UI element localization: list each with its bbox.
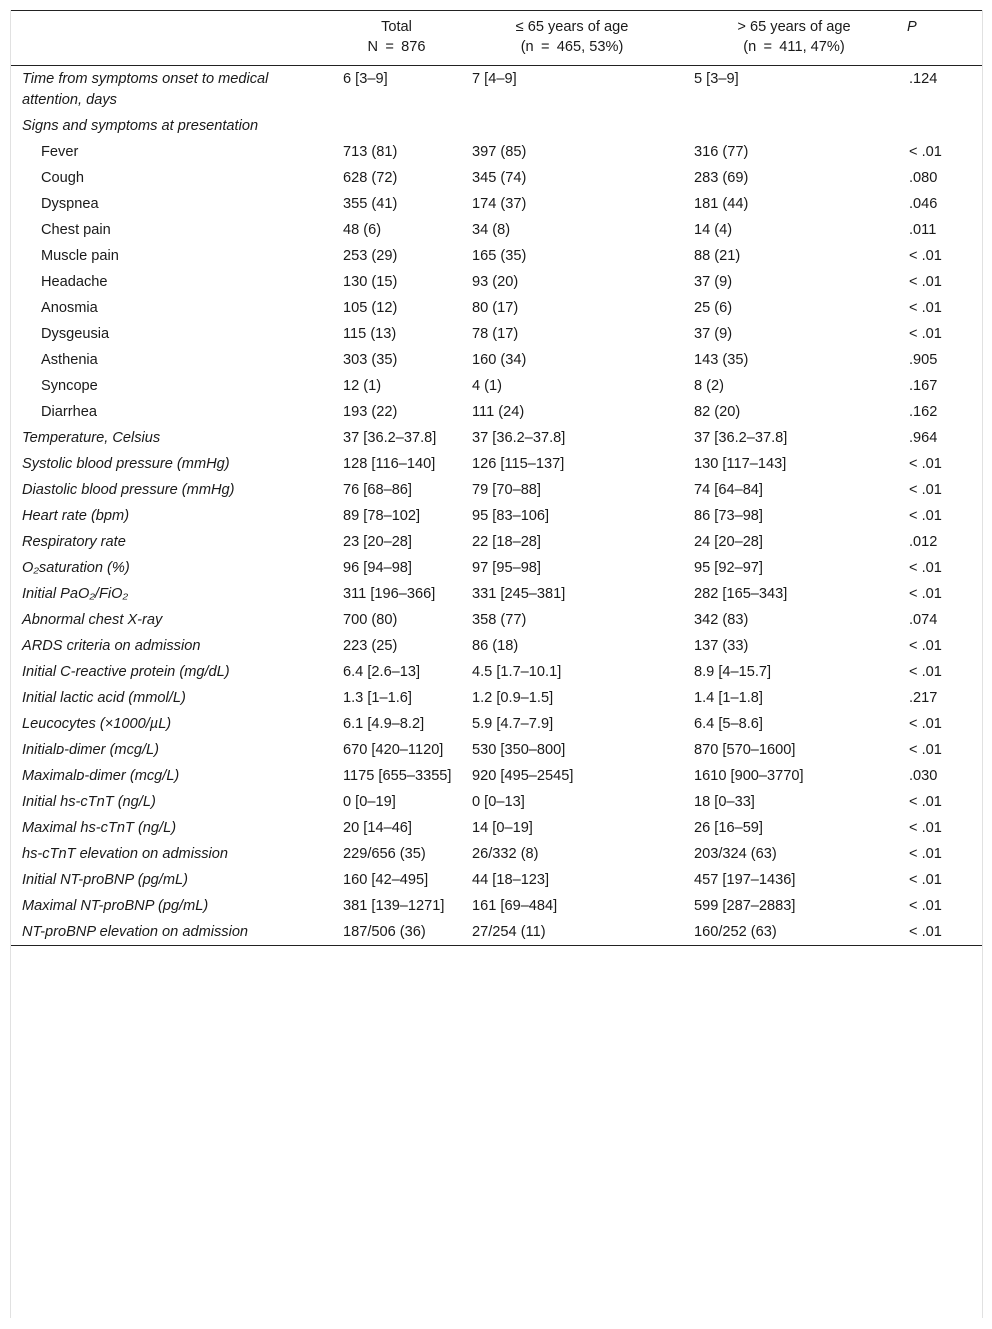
cell-old: 6.4 [5–8.6]: [694, 716, 763, 732]
cell-young: 27/254 (11): [461, 919, 683, 946]
cell-old: 342 (83): [694, 612, 749, 628]
header-total: [332, 11, 461, 66]
cell-young: 345 (74): [472, 170, 527, 186]
table-row: [11, 789, 982, 815]
cell-old: 74 [64–84]: [694, 482, 763, 498]
cell-young: 22 [18–28]: [472, 534, 541, 550]
cell-p-value: .124: [909, 71, 938, 87]
cell-total: 76 [68–86]: [343, 482, 412, 498]
cell-old: 37 (9): [694, 326, 733, 342]
table-row: [11, 269, 982, 295]
table-row: [11, 139, 982, 165]
cell-total: 89 [78–102]: [343, 508, 421, 524]
cell-p-value: < .01: [909, 560, 942, 576]
cell-young: 0 [0–13]: [472, 794, 525, 810]
cell-total: 381 [139–1271]: [343, 898, 445, 914]
header-young: [461, 11, 683, 66]
cell-young: 26/332 (8): [472, 846, 539, 862]
cell-old: 160/252 (63): [683, 919, 905, 946]
row-label: Initial PaO₂/FiO₂: [22, 586, 129, 602]
row-label: Maximal hs-cTnT (ng/L): [22, 820, 177, 836]
cell-old: 8 (2): [694, 378, 725, 394]
row-label: Dyspnea: [41, 196, 99, 212]
cell-p-value: < .01: [909, 586, 942, 602]
table-row: [11, 191, 982, 217]
cell-p-value: < .01: [909, 638, 942, 654]
row-label: Diastolic blood pressure (mmHg): [22, 482, 235, 498]
header-young-title: ≤ 65 years of age: [515, 19, 629, 35]
cell-old: 18 [0–33]: [694, 794, 755, 810]
cell-total: [332, 113, 461, 139]
cell-old: 181 (44): [694, 196, 749, 212]
cell-young: 86 (18): [472, 638, 519, 654]
row-label: Temperature, Celsius: [22, 430, 161, 446]
cell-young: 97 [95–98]: [472, 560, 541, 576]
table-row: [11, 113, 982, 139]
cell-p-value: .012: [909, 534, 938, 550]
table-row: [11, 399, 982, 425]
cell-old: 26 [16–59]: [694, 820, 763, 836]
cell-old: 88 (21): [694, 248, 741, 264]
row-label: Heart rate (bpm): [22, 508, 130, 524]
cell-p-value: .074: [909, 612, 938, 628]
table-row: [11, 581, 982, 607]
cell-total: 187/506 (36): [332, 919, 461, 946]
row-label: Anosmia: [41, 300, 98, 316]
cell-p-value: < .01: [909, 300, 942, 316]
cell-total: 355 (41): [343, 196, 398, 212]
cell-p-value: .030: [909, 768, 938, 784]
cell-p-value: < .01: [905, 919, 982, 946]
patient-characteristics-table: [11, 10, 982, 946]
cell-old: 283 (69): [694, 170, 749, 186]
cell-p-value: < .01: [909, 456, 942, 472]
cell-young: 14 [0–19]: [472, 820, 533, 836]
table-row: [11, 295, 982, 321]
cell-old: 8.9 [4–15.7]: [694, 664, 772, 680]
cell-p-value: .905: [909, 352, 938, 368]
cell-total: 6.1 [4.9–8.2]: [343, 716, 425, 732]
row-label: Initial lactic acid (mmol/L): [22, 690, 186, 706]
table-row: [11, 529, 982, 555]
cell-p-value: .011: [909, 222, 937, 238]
header-label-column: [11, 11, 332, 66]
cell-young: 4.5 [1.7–10.1]: [472, 664, 562, 680]
cell-p-value: < .01: [909, 248, 942, 264]
cell-p-value: < .01: [909, 872, 942, 888]
cell-p-value: .080: [909, 170, 938, 186]
cell-young: 397 (85): [472, 144, 527, 160]
table-row: [11, 503, 982, 529]
table-row: [11, 555, 982, 581]
header-total-n: N = 876: [367, 39, 426, 55]
table-row: [11, 165, 982, 191]
cell-total: 1175 [655–3355]: [343, 768, 452, 784]
cell-young: 530 [350–800]: [472, 742, 566, 758]
cell-total: 229/656 (35): [343, 846, 426, 862]
cell-total: 1.3 [1–1.6]: [343, 690, 412, 706]
cell-young: 93 (20): [472, 274, 519, 290]
table-frame: [10, 10, 983, 1318]
cell-old: 5 [3–9]: [694, 71, 739, 87]
cell-young: 37 [36.2–37.8]: [472, 430, 566, 446]
cell-young: 7 [4–9]: [472, 71, 517, 87]
cell-young: 78 (17): [472, 326, 519, 342]
cell-total: 6 [3–9]: [343, 71, 388, 87]
table-row: [11, 763, 982, 789]
table-row: [11, 217, 982, 243]
cell-total: 193 (22): [343, 404, 398, 420]
cell-old: 457 [197–1436]: [694, 872, 796, 888]
cell-total: 130 (15): [343, 274, 398, 290]
row-label: Time from symptoms onset to medical attention, days: [22, 71, 269, 108]
cell-old: 203/324 (63): [694, 846, 777, 862]
cell-total: 0 [0–19]: [343, 794, 396, 810]
cell-old: 37 (9): [694, 274, 733, 290]
table-row: [11, 607, 982, 633]
cell-young: 174 (37): [472, 196, 527, 212]
cell-p-value: < .01: [909, 846, 942, 862]
header-old-n: (n = 411, 47%): [743, 39, 845, 55]
cell-young: 34 (8): [472, 222, 511, 238]
cell-total: 160 [42–495]: [343, 872, 429, 888]
cell-total: 48 (6): [343, 222, 382, 238]
table-row: [11, 66, 982, 114]
cell-young: 920 [495–2545]: [472, 768, 574, 784]
cell-young: 44 [18–123]: [472, 872, 550, 888]
row-label: Fever: [41, 144, 79, 160]
cell-young: 126 [115–137]: [472, 456, 565, 472]
row-label: NT-proBNP elevation on admission: [11, 919, 332, 946]
cell-p-value: [905, 113, 982, 139]
cell-old: 24 [20–28]: [694, 534, 763, 550]
header-old: [683, 11, 905, 66]
row-label: Respiratory rate: [22, 534, 126, 550]
row-label: Initial NT-proBNP (pg/mL): [22, 872, 188, 888]
row-label: Maximal NT-proBNP (pg/mL): [22, 898, 209, 914]
table-row: [11, 867, 982, 893]
cell-total: 23 [20–28]: [343, 534, 412, 550]
cell-total: 128 [116–140]: [343, 456, 436, 472]
table-row: [11, 243, 982, 269]
table-row: [11, 841, 982, 867]
row-label: O₂saturation (%): [22, 560, 130, 576]
row-label: Systolic blood pressure (mmHg): [22, 456, 230, 472]
row-label: Initialᴅ-dimer (mcg/L): [22, 742, 160, 758]
table-row: [11, 659, 982, 685]
cell-old: 14 (4): [694, 222, 733, 238]
cell-p-value: < .01: [909, 326, 942, 342]
cell-p-value: < .01: [909, 664, 942, 680]
header-p-value: P: [905, 11, 982, 66]
cell-p-value: < .01: [909, 482, 942, 498]
cell-old: 137 (33): [694, 638, 749, 654]
cell-total: 670 [420–1120]: [343, 742, 444, 758]
row-label: Abnormal chest X-ray: [22, 612, 163, 628]
header-young-n: (n = 465, 53%): [520, 39, 624, 55]
table-body: [11, 66, 982, 946]
row-label: Signs and symptoms at presentation: [22, 118, 259, 134]
cell-total: 628 (72): [343, 170, 398, 186]
cell-old: 316 (77): [694, 144, 749, 160]
cell-p-value: < .01: [909, 144, 942, 160]
cell-old: 1610 [900–3770]: [694, 768, 804, 784]
cell-total: 311 [196–366]: [343, 586, 436, 602]
row-label: Syncope: [41, 378, 98, 394]
row-label: Headache: [41, 274, 108, 290]
table-row: [11, 425, 982, 451]
cell-young: 79 [70–88]: [472, 482, 541, 498]
cell-old: 95 [92–97]: [694, 560, 763, 576]
row-label: Diarrhea: [41, 404, 97, 420]
cell-old: 1.4 [1–1.8]: [694, 690, 763, 706]
header-total-title: Total: [381, 19, 412, 35]
row-label: hs-cTnT elevation on admission: [22, 846, 229, 862]
cell-young: [461, 113, 683, 139]
cell-p-value: < .01: [909, 274, 942, 290]
cell-p-value: < .01: [909, 794, 942, 810]
cell-total: 713 (81): [343, 144, 398, 160]
cell-young: 4 (1): [472, 378, 503, 394]
cell-young: 5.9 [4.7–7.9]: [472, 716, 554, 732]
table-row: [11, 919, 982, 946]
cell-young: 111 (24): [472, 404, 525, 420]
cell-old: 143 (35): [694, 352, 749, 368]
row-label: Leucocytes (×1000/µL): [22, 716, 172, 732]
cell-p-value: .167: [909, 378, 938, 394]
cell-total: 253 (29): [343, 248, 398, 264]
table-row: [11, 321, 982, 347]
cell-young: 358 (77): [472, 612, 527, 628]
header-old-title: > 65 years of age: [737, 19, 851, 35]
cell-p-value: < .01: [909, 898, 942, 914]
row-label: Chest pain: [41, 222, 111, 238]
table-row: [11, 633, 982, 659]
cell-young: 95 [83–106]: [472, 508, 550, 524]
table-row: [11, 347, 982, 373]
cell-total: 115 (13): [343, 326, 397, 342]
table-row: [11, 893, 982, 919]
cell-p-value: < .01: [909, 508, 942, 524]
row-label: Dysgeusia: [41, 326, 110, 342]
cell-old: 870 [570–1600]: [694, 742, 796, 758]
cell-young: 160 (34): [472, 352, 527, 368]
header-row: [11, 11, 982, 66]
cell-old: 37 [36.2–37.8]: [694, 430, 788, 446]
table-row: [11, 477, 982, 503]
table-row: [11, 737, 982, 763]
cell-old: 82 (20): [694, 404, 741, 420]
cell-young: 331 [245–381]: [472, 586, 566, 602]
row-label: Initial C-reactive protein (mg/dL): [22, 664, 230, 680]
cell-old: 25 (6): [694, 300, 733, 316]
cell-total: 223 (25): [343, 638, 398, 654]
cell-total: 6.4 [2.6–13]: [343, 664, 421, 680]
table-row: [11, 711, 982, 737]
cell-total: 37 [36.2–37.8]: [343, 430, 437, 446]
cell-p-value: < .01: [909, 742, 942, 758]
row-label: Maximalᴅ-dimer (mcg/L): [22, 768, 180, 784]
row-label: Cough: [41, 170, 85, 186]
row-label: Initial hs-cTnT (ng/L): [22, 794, 156, 810]
table-row: [11, 373, 982, 399]
cell-total: 303 (35): [343, 352, 398, 368]
row-label: Asthenia: [41, 352, 98, 368]
cell-total: 105 (12): [343, 300, 398, 316]
table-row: [11, 815, 982, 841]
cell-p-value: .964: [909, 430, 938, 446]
cell-total: 20 [14–46]: [343, 820, 412, 836]
row-label: ARDS criteria on admission: [22, 638, 201, 654]
table-row: [11, 451, 982, 477]
cell-p-value: < .01: [909, 716, 942, 732]
cell-total: 12 (1): [343, 378, 382, 394]
table-row: [11, 685, 982, 711]
cell-p-value: .046: [909, 196, 938, 212]
cell-p-value: .162: [909, 404, 938, 420]
cell-p-value: .217: [909, 690, 938, 706]
cell-old: [683, 113, 905, 139]
row-label: Muscle pain: [41, 248, 119, 264]
cell-young: 161 [69–484]: [472, 898, 558, 914]
cell-young: 165 (35): [472, 248, 527, 264]
cell-total: 96 [94–98]: [343, 560, 412, 576]
cell-old: 130 [117–143]: [694, 456, 787, 472]
cell-young: 1.2 [0.9–1.5]: [472, 690, 554, 706]
cell-old: 86 [73–98]: [694, 508, 763, 524]
cell-p-value: < .01: [909, 820, 942, 836]
cell-total: 700 (80): [343, 612, 398, 628]
cell-old: 599 [287–2883]: [694, 898, 796, 914]
cell-old: 282 [165–343]: [694, 586, 788, 602]
cell-young: 80 (17): [472, 300, 519, 316]
